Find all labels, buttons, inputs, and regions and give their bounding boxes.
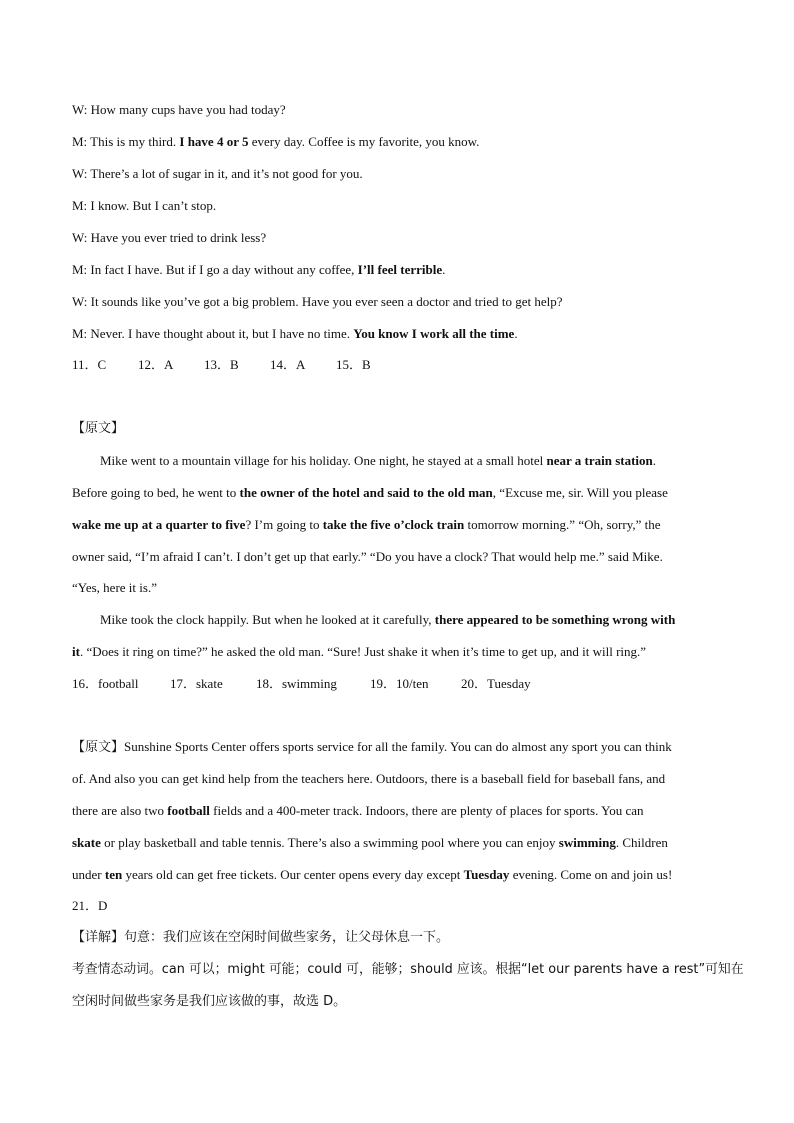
speaker-label: M: (72, 262, 88, 277)
explain-line-1: 考查情态动词。can 可以；might 可能；could 可，能够；should 应该。根据“let our parents have a rest”可知在 (72, 962, 744, 977)
text-run: . Children (615, 835, 668, 850)
text-run: evening. Come on and join us! (509, 867, 673, 882)
speaker-label: W: (72, 230, 88, 245)
answer-item: 12．A (138, 357, 174, 372)
bold-keyword: football (167, 803, 210, 818)
answer-item: 20．Tuesday (461, 676, 531, 691)
answer-item: 18．swimming (256, 676, 337, 691)
speaker-label: W: (72, 294, 88, 309)
speaker-label: W: (72, 166, 88, 181)
text-run: under (72, 867, 105, 882)
bold-keyword: swimming (558, 835, 616, 850)
bold-keyword: You know I work all the time (353, 326, 515, 341)
text-run: Mike took the clock happily. But when he looked at it carefully, (100, 612, 435, 627)
dialogue-line (72, 197, 216, 215)
speaker-label: M: (72, 326, 88, 341)
bold-keyword: the owner of the hotel and said to the old man (239, 485, 493, 500)
passage-line (72, 484, 668, 502)
text-run: In fact I have. But if I go a day without any coffee, (87, 262, 358, 277)
answer-item: 11．C (72, 357, 107, 372)
speaker-label: W: (72, 102, 88, 117)
passage-line (72, 516, 661, 534)
answer-item: 13．B (204, 357, 239, 372)
answer-item: 19．10/ten (370, 676, 429, 691)
text-run: Never. I have thought about it, but I have no time. (87, 326, 354, 341)
passage-line (100, 452, 656, 470)
text-run: . “Does it ring on time?” he asked the old man. “Sure! Just shake it when it’s time to get up, and it will ring.” (79, 644, 647, 659)
answer-key-16-20 (72, 675, 571, 693)
dialogue-line (72, 293, 563, 311)
text-run: owner said, “I’m afraid I can’t. I don’t get up that early.” “Do you have a clock? That would help me.” said Mike. (72, 549, 663, 564)
text-run: ? I’m going to (245, 517, 323, 532)
passage-line (72, 802, 643, 820)
answer-item: 16．football (72, 676, 139, 691)
text-run: 【原文】 (72, 740, 125, 755)
bold-keyword: near a train station (546, 453, 653, 468)
passage-line (72, 643, 646, 661)
text-run: Mike went to a mountain village for his holiday. One night, he stayed at a small hotel (100, 453, 547, 468)
text-run: . (514, 326, 518, 341)
passage-line (72, 579, 157, 597)
passage-line (100, 611, 675, 629)
text-run: there are also two (72, 803, 168, 818)
text-run: How many cups have you had today? (87, 102, 286, 117)
speaker-label: M: (72, 134, 88, 149)
text-run: , “Excuse me, sir. Will you please (492, 485, 668, 500)
dialogue-line (72, 261, 445, 279)
dialogue-line (72, 133, 479, 151)
bold-keyword: wake me up at a quarter to five (72, 517, 246, 532)
dialogue-line (72, 325, 518, 343)
section-header-original-text: 【原文】 (72, 421, 125, 436)
dialogue-line (72, 101, 286, 119)
text-run: Have you ever tried to drink less? (87, 230, 267, 245)
detail-line: 【详解】句意：我们应该在空闲时间做些家务，让父母休息一下。 (72, 930, 450, 945)
bold-keyword: there appeared to be something wrong with (434, 612, 676, 627)
bold-keyword: skate (72, 835, 101, 850)
text-run: every day. Coffee is my favorite, you know. (248, 134, 480, 149)
text-run: It sounds like you’ve got a big problem. Have you ever seen a doctor and tried to get help? (87, 294, 563, 309)
dialogue-line (72, 229, 266, 247)
answer-item: 17．skate (170, 676, 223, 691)
answer-item: 14．A (270, 357, 306, 372)
text-run: I know. But I can’t stop. (87, 198, 217, 213)
text-run: . (652, 453, 657, 468)
text-run: years old can get free tickets. Our center opens every day except (122, 867, 464, 882)
passage-line (72, 548, 663, 566)
answer-21: 21．D (72, 898, 108, 913)
explain-line-2: 空闲时间做些家务是我们应该做的事，故选 D。 (72, 994, 347, 1009)
bold-keyword: I’ll feel terrible (357, 262, 443, 277)
text-run: Before going to bed, he went to (72, 485, 240, 500)
text-run: This is my third. (87, 134, 180, 149)
dialogue-line (72, 165, 363, 183)
text-run: tomorrow morning.” “Oh, sorry,” the (464, 517, 661, 532)
text-run: “Yes, here it is.” (72, 580, 157, 595)
bold-keyword: I have 4 or 5 (179, 134, 249, 149)
text-run: of. And also you can get kind help from the teachers here. Outdoors, there is a baseball field for baseball fans, and (72, 771, 666, 786)
passage-line (72, 834, 668, 852)
answer-item: 15．B (336, 357, 371, 372)
bold-keyword: take the five o’clock train (322, 517, 465, 532)
passage-line (72, 866, 672, 884)
text-run: There’s a lot of sugar in it, and it’s not good for you. (87, 166, 363, 181)
bold-keyword: ten (104, 867, 123, 882)
passage-line (72, 770, 665, 788)
text-run: fields and a 400-meter track. Indoors, there are plenty of places for sports. You can (209, 803, 644, 818)
bold-keyword: Tuesday (463, 867, 510, 882)
text-run: or play basketball and table tennis. There’s also a swimming pool where you can enjoy (100, 835, 559, 850)
passage-line (72, 738, 672, 757)
speaker-label: M: (72, 198, 88, 213)
bold-keyword: it (72, 644, 80, 659)
answer-key-11-15 (72, 356, 402, 374)
text-run: Sunshine Sports Center offers sports service for all the family. You can do almost any sport you can think (124, 739, 672, 754)
text-run: . (442, 262, 446, 277)
